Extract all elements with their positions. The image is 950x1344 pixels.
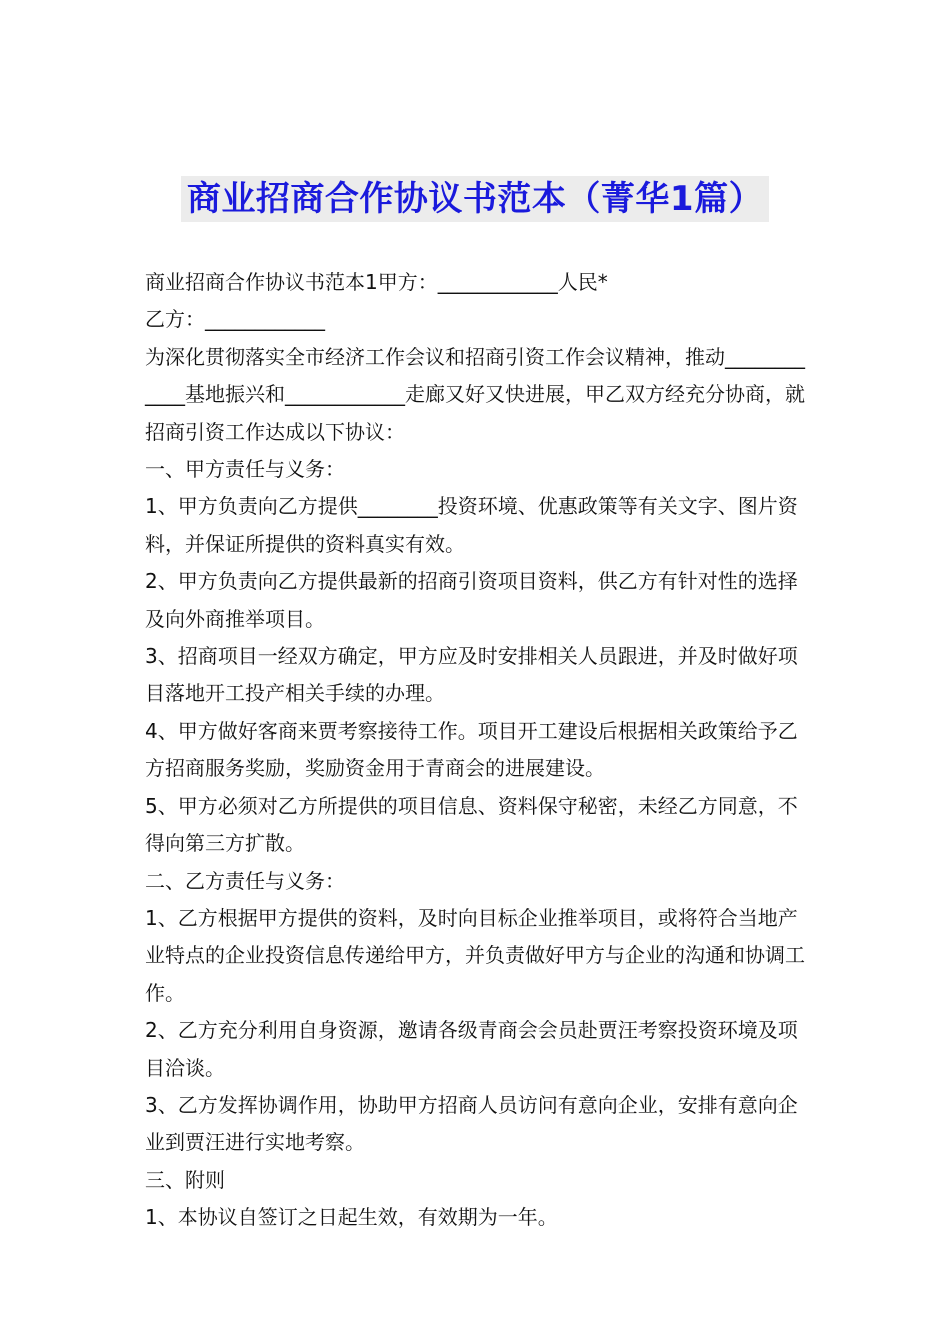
document-body bbox=[145, 264, 810, 1237]
section-heading-supplementary: 三、附则 bbox=[145, 1167, 225, 1192]
document-title: 商业招商合作协议书范本（菁华1篇） bbox=[181, 176, 769, 222]
clause-b-2: 2、乙方充分利用自身资源，邀请各级青商会会员赴贾汪考察投资环境及项目洽谈。 bbox=[145, 1018, 798, 1080]
title-container bbox=[0, 176, 950, 222]
clause-b-1: 1、乙方根据甲方提供的资料，及时向目标企业推举项目，或将符合当地产业特点的企业投资信息传递给甲方，并负责做好甲方与企业的沟通和协调工作。 bbox=[145, 905, 805, 1005]
clause-a-2: 2、甲方负责向乙方提供最新的招商引资项目资料，供乙方有针对性的选择及向外商推举项目。 bbox=[145, 569, 798, 631]
clause-c-1: 1、本协议自签订之日起生效，有效期为一年。 bbox=[145, 1205, 558, 1230]
clause-a-1: 1、甲方负责向乙方提供________投资环境、优惠政策等有关文字、图片资料，并保证所提供的资料真实有效。 bbox=[145, 494, 798, 556]
section-heading-party-b-duties: 二、乙方责任与义务： bbox=[145, 868, 345, 893]
paragraph-preamble: 为深化贯彻落实全市经济工作会议和招商引资工作会议精神，推动____________基地振兴和____________走廊又好又快进展，甲乙双方经充分协商，就招商引资工作达成以下协议： bbox=[145, 344, 805, 444]
paragraph-party-b: 乙方：____________ bbox=[145, 307, 325, 332]
clause-a-3: 3、招商项目一经双方确定，甲方应及时安排相关人员跟进，并及时做好项目落地开工投产相关手续的办理。 bbox=[145, 644, 798, 706]
section-heading-party-a-duties: 一、甲方责任与义务： bbox=[145, 457, 345, 482]
clause-a-5: 5、甲方必须对乙方所提供的项目信息、资料保守秘密，未经乙方同意，不得向第三方扩散。 bbox=[145, 793, 798, 856]
paragraph-party-a: 商业招商合作协议书范本1甲方：____________人民* bbox=[145, 270, 608, 294]
clause-b-3: 3、乙方发挥协调作用，协助甲方招商人员访问有意向企业，安排有意向企业到贾汪进行实地考察。 bbox=[145, 1092, 798, 1155]
clause-a-4: 4、甲方做好客商来贾考察接待工作。项目开工建设后根据相关政策给予乙方招商服务奖励，奖励资金用于青商会的进展建设。 bbox=[145, 718, 798, 781]
